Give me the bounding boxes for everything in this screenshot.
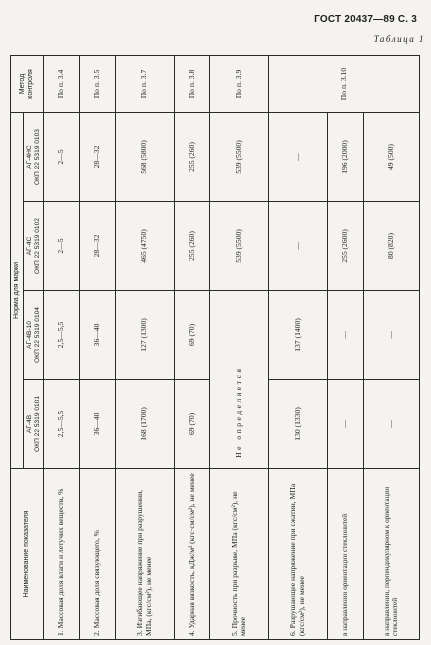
cell-method: По п. 3.7 [115,56,174,113]
table-row [269,56,328,640]
cell-value: — [327,290,363,379]
cell-method: По п. 3.10 [269,56,420,113]
cell-value: 2,5—5,5 [44,290,80,379]
row-label: 2. Массовая доля связующего, % [80,468,116,639]
cell-value: 539 (5500) [210,202,269,291]
cell-value: 168 (1700) [115,379,174,468]
cell-value: 36—40 [80,290,116,379]
table-row [115,56,174,640]
cell-value: 539 (5500) [210,113,269,202]
cell-method: По п. 3.5 [80,56,116,113]
grade-header: АГ-4С ОКП 22 5319 0102 [24,202,44,291]
cell-value: 2—5 [44,202,80,291]
page-header: ГОСТ 20437—89 С. 3 [314,14,417,25]
cell-value: — [327,379,363,468]
cell-method: По п. 3.8 [174,56,210,113]
row-label: 4. Ударная вязкость, кДж/м² (кгс·см/см²), не менее [174,468,210,639]
norms-table [10,55,420,640]
cell-value: 2,5—5,5 [44,379,80,468]
cell-merged: Не определяется [210,290,269,468]
cell-value: 465 (4750) [115,202,174,291]
cell-value: 255 (260) [174,202,210,291]
cell-value: 69 (70) [174,290,210,379]
cell-value: 568 (5800) [115,113,174,202]
cell-value: 137 (1400) [269,290,328,379]
cell-value: 127 (1300) [115,290,174,379]
row-label: 5. Прочность при разрыве, МПа (кгс/см²), не менее [210,468,269,639]
cell-value: — [363,379,419,468]
rotated-table-container [10,55,420,640]
cell-value: 28—32 [80,202,116,291]
row-label: в направлении ориентации стеклонитей [327,468,363,639]
cell-value: 2—5 [44,113,80,202]
cell-value: 255 (260) [174,113,210,202]
row-label: 3. Изгибающее напряжение при разрушении, МПа, (кгс/см²), не менее [115,468,174,639]
table-caption: Таблица 1 [373,34,425,44]
cell-value: — [269,202,328,291]
cell-value: — [363,290,419,379]
cell-value: — [269,113,328,202]
table-row [44,56,80,640]
grade-header: АГ-4НС ОКП 22 5319 0103 [24,113,44,202]
table-row [327,56,363,640]
row-label: 1. Массовая доля влаги и летучих веществ, % [44,468,80,639]
table-row [363,56,419,640]
grade-header: АГ-4В ОКП 22 5319 0101 [24,379,44,468]
cell-method: По п. 3.4 [44,56,80,113]
cell-value: 130 (1330) [269,379,328,468]
cell-value: 196 (2000) [327,113,363,202]
header-indicator: Наименование показателя [11,468,44,639]
cell-value: 80 (820) [363,202,419,291]
table-header-row [11,56,24,640]
row-label: в направлении, перпендикулярном к ориентации стеклонитей [363,468,419,639]
cell-value: 69 (70) [174,379,210,468]
table-row [210,56,269,640]
table-row [80,56,116,640]
grade-header: АГ-4В-10 ОКП 22 5319 0104 [24,290,44,379]
cell-value: 49 (500) [363,113,419,202]
cell-value: 36—40 [80,379,116,468]
cell-value: 28—32 [80,113,116,202]
cell-method: По п. 3.9 [210,56,269,113]
row-label: 6. Разрушающее напряжение при сжатии, МПа (кгс/см²), не менее [269,468,328,639]
header-norm: Норма для марки [11,113,24,469]
table-row [174,56,210,640]
header-method: Метод контроля [11,56,44,113]
cell-value: 255 (2600) [327,202,363,291]
